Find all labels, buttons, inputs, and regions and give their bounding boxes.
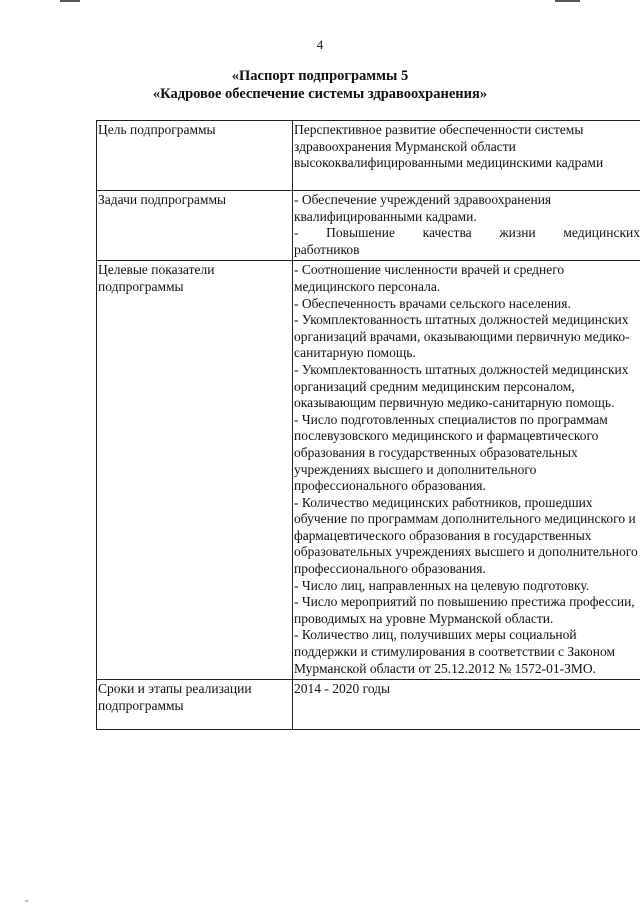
timeline-text: 2014 - 2020 годы: [294, 681, 391, 697]
goal-text: Перспективное развитие обеспеченности системы здравоохранения Мурманской области высококвалифицированными медицинскими кадрами: [294, 122, 604, 171]
indicator-item: - Укомплектованность штатных должностей медицинских организаций средним медицинским персоналом, оказывающим первичную медико-санитарную помощь.: [294, 361, 629, 411]
page-number: 4: [316, 37, 324, 52]
scan-corner-mark: „: [25, 894, 29, 903]
task-item: - Обеспечение учреждений здравоохранения квалифицированными кадрами.: [294, 192, 552, 224]
task-item: - Повышение качества жизни медицинских: [294, 225, 640, 241]
task-item-continuation: работников: [294, 241, 360, 257]
indicator-item: - Число лиц, направленных на целевую подготовку.: [294, 577, 590, 593]
row-value: [293, 121, 640, 191]
row-label: Целевые показатели подпрограммы: [97, 261, 293, 680]
scan-edge-line-left: [60, 0, 80, 2]
table-row-timeline: [97, 680, 640, 730]
indicator-item: - Укомплектованность штатных должностей медицинских организаций врачами, оказывающими первичную медико-санитарную помощь.: [294, 312, 630, 361]
indicator-item: - Соотношение численности врачей и среднего медицинского персонала.: [294, 262, 565, 294]
row-value: [293, 261, 640, 680]
indicator-item: - Число мероприятий по повышению престижа профессии, проводимых на уровне Мурманской области.: [294, 594, 635, 626]
table-row-tasks: [97, 191, 640, 261]
row-value: [293, 191, 640, 261]
indicator-item: - Обеспеченность врачами сельского населения.: [294, 295, 571, 311]
title-line-2: «Кадровое обеспечение системы здравоохранения»: [152, 86, 488, 102]
scan-edge-line-right: [555, 0, 580, 2]
indicator-item: - Количество медицинских работников, прошедших обучение по программам дополнительного медицинского и фармацевтического образования в государственных образовательных учреждениях высшего и дополнительного профессионального образования.: [294, 494, 638, 577]
table-row-indicators: [97, 261, 640, 680]
title-line-1: «Паспорт подпрограммы 5: [231, 68, 409, 84]
indicator-item: - Число подготовленных специалистов по программам послевузовского медицинского и фармацевтического образования в государственных образовательных учреждениях высшего и дополнительного профессионального образования.: [294, 411, 608, 494]
document-title: [0, 67, 640, 103]
table-row-goal: [97, 121, 640, 191]
row-label: Сроки и этапы реализации подпрограммы: [97, 680, 293, 730]
row-value: [293, 680, 640, 730]
passport-table: [96, 120, 640, 730]
indicator-item: - Количество лиц, получивших меры социальной поддержки и стимулирования в соответствии с Законом Мурманской области от 25.12.2012 № 1572-01-ЗМО.: [294, 627, 616, 676]
row-label: Задачи подпрограммы: [97, 191, 293, 261]
row-label: Цель подпрограммы: [97, 121, 293, 191]
